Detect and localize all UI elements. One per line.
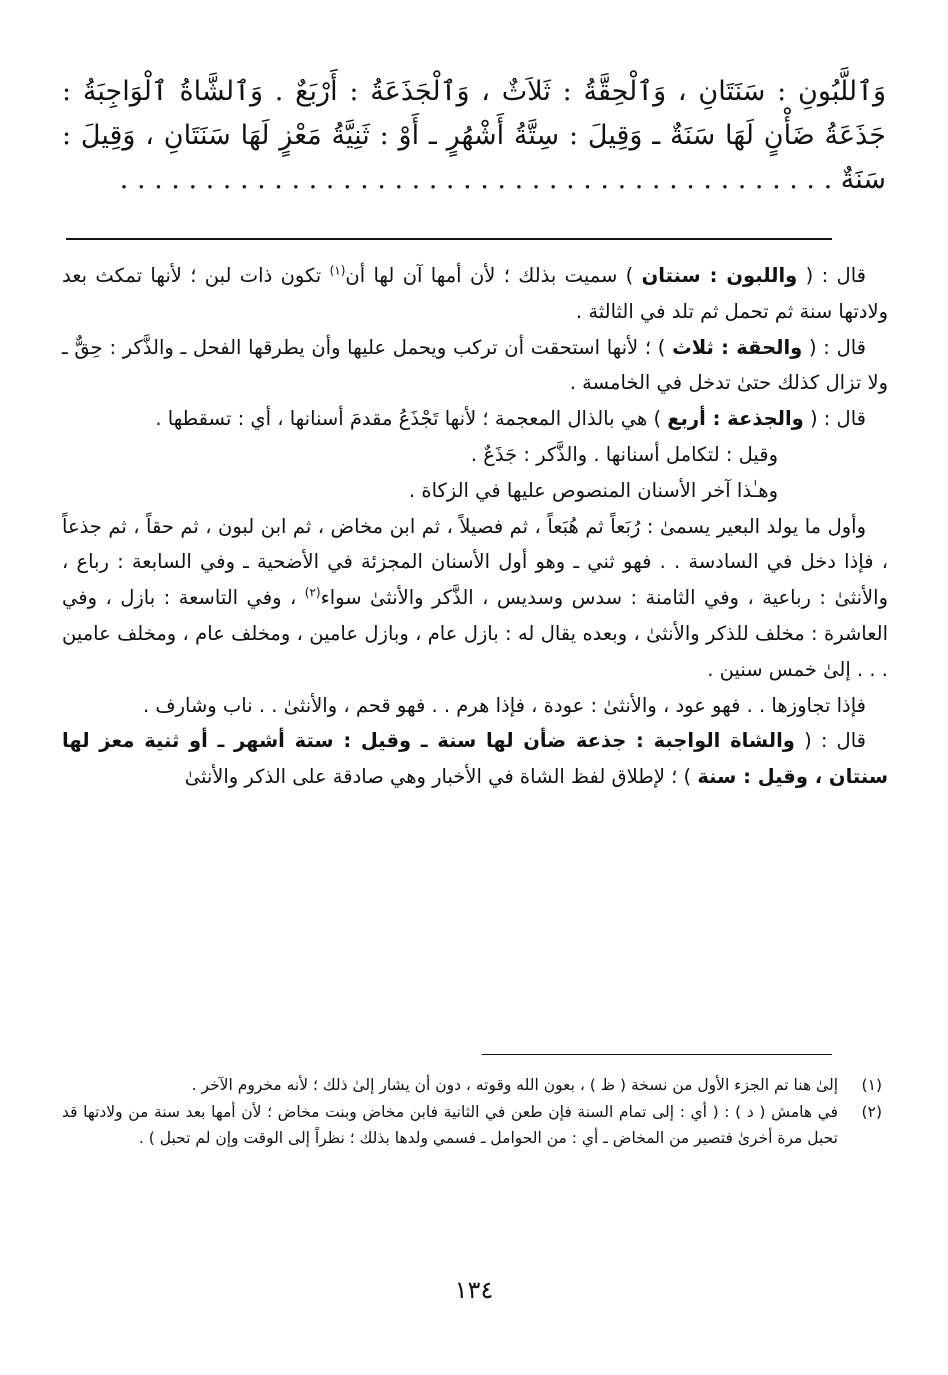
quoted-text: والحقة : ثلاث xyxy=(672,335,803,359)
footnote-text: إلىٰ هنا تم الجزء الأول من نسخة ( ظ ) ، بعون الله وقوته ، دون أن يشار إلىٰ ذلك ؛ لأنه مخروم الآخر . xyxy=(191,1076,838,1094)
commentary-sharh xyxy=(62,258,888,795)
commentary-text: تكون ذات لبن ؛ لأنها تمكث بعد ولادتها سنة ثم تحمل ثم تلد في الثالثة . xyxy=(62,264,888,323)
footnote-reference: (٢) xyxy=(304,585,321,600)
footnote-text: في هامش ( د ) : ( أي : إلى تمام السنة فإن طعن في الثانية فابن مخاض وبنت مخاض ؛ لأن أمها بعد سنة من ولادتها قد تحبل مرة أخرىٰ فتصير من المخاض ـ أي : من الحوامل ـ فسمي ولدها بذلك ؛ نظراً إلى الوقت وإن لم تحبل ) . xyxy=(62,1102,838,1147)
matn-ellipsis: . . . . . . . . . . . . . . . . . . . . . . . . . . . . . . . . . . . . . . . . . . xyxy=(119,164,833,195)
commentary-paragraph-4: وقيل : لتكامل أسنانها . والذَّكر : جَذَعٌ . xyxy=(470,442,778,466)
commentary-text: ) ؛ لأنها استحقت أن تركب ويحمل عليها وأن يطرقها الفحل ـ والذَّكر : حِقٌّ ـ ولا تزال كذلك حتىٰ تدخل في الخامسة . xyxy=(62,335,888,395)
commentary-paragraph-1 xyxy=(62,258,888,330)
footnote-number: (١) xyxy=(861,1076,882,1094)
footnote-2 xyxy=(62,1099,882,1152)
matn-text: وَٱللَّبُونِ : سَنَتَانِ ، وَٱلْحِقَّةُ : ثَلاَثٌ ، وَٱلْجَذَعَةُ : أَرْبَعٌ . وَٱلشَّاةُ ٱلْوَاجِبَةُ : جَذَعَةُ ضَأْنٍ لَهَا سَنَةٌ ـ وَقِيلَ : سِتَّةُ أَشْهُرٍ ـ أَوْ : ثَنِيَّةُ مَعْزٍ لَهَا سَنَتَانِ ، وَقِيلَ : سَنَةٌ xyxy=(62,76,886,195)
commentary-text: ) ؛ لإطلاق لفظ الشاة في الأخبار وهي صادقة على الذكر والأنثىٰ xyxy=(184,765,698,789)
commentary-paragraph-5: وهـٰذا آخر الأسنان المنصوص عليها في الزكاة . xyxy=(408,478,778,502)
main-text-matn xyxy=(62,70,886,202)
commentary-text: ، وفي التاسعة : بازل ، وفي العاشرة : مخلف للذكر والأنثىٰ ، وبعده يقال له : بازل عام ، وبازل عامين ، ومخلف عام ، ومخلف عامين . . . إلىٰ خمس سنين . xyxy=(62,586,888,681)
commentary-paragraph-2 xyxy=(62,330,888,402)
footnote-number: (٢) xyxy=(861,1102,882,1121)
footnote-1 xyxy=(62,1072,882,1099)
commentary-paragraph-8 xyxy=(62,723,888,795)
commentary-text: ) هي بالذال المعجمة ؛ لأنها تَجْذَعُ مقدمَ أسنانها ، أي : تسقطها . xyxy=(155,407,668,431)
quoted-text: واللبون : سنتان xyxy=(641,264,798,287)
footnotes xyxy=(62,1072,882,1152)
footnote-separator-line xyxy=(482,1054,832,1055)
commentary-text: ) سميت بذلك ؛ لأن أمها آن لها أن xyxy=(345,264,642,287)
footnote-reference: (١) xyxy=(329,263,346,278)
matn-paragraph xyxy=(62,70,886,202)
matn-separator-line xyxy=(66,238,832,240)
commentary-text: وأول ما يولد البعير يسمىٰ : رُبَعاً ثم هُبَعاً ، ثم فصيلاً ، ثم ابن مخاض ، ثم ابن لبون ، ثم حقاً ، ثم جذعاً ، فإذا دخل في السادسة . . فهو ثني ـ وهو أول الأسنان المجزئة في الأضحية ـ وفي السابعة : رباع ، والأنثىٰ : رباعية ، وفي الثامنة : سدس وسديس ، الذَّكر والأنثىٰ سواء xyxy=(62,514,888,610)
commentary-paragraph-7: فإذا تجاوزها . . فهو عود ، والأنثىٰ : عودة ، فإذا هرم . . فهو قحم ، والأنثىٰ . . ناب وشارف . xyxy=(142,693,866,717)
page-number: ١٣٤ xyxy=(454,1276,494,1304)
quoted-text: والشاة الواجبة : جذعة ضأن لها سنة ـ وقيل : ستة أشهر ـ أو ثنية معز لها سنتان ، وقيل : سنة xyxy=(62,729,888,789)
say-lead: قال : ( xyxy=(794,729,866,753)
commentary-paragraph-6 xyxy=(62,509,888,688)
say-lead: قال : ( xyxy=(797,264,866,287)
quoted-text: والجذعة : أربع xyxy=(667,407,804,431)
say-lead: قال : ( xyxy=(802,335,866,359)
commentary-paragraph-3 xyxy=(62,401,888,437)
say-lead: قال : ( xyxy=(803,407,866,431)
